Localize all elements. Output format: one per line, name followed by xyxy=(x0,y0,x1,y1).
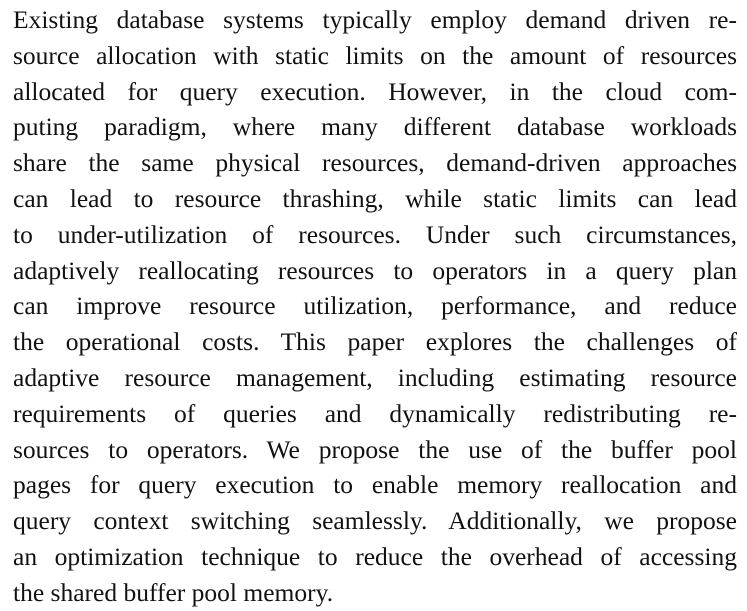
abstract-line: allocated for query execution. However, in the cloud com- xyxy=(13,76,737,106)
abstract-line: Existing database systems typically employ demand driven re- xyxy=(13,5,737,34)
abstract-line: puting paradigm, where many different database workloads xyxy=(13,112,737,142)
abstract-line: sources to operators. We propose the use of the buffer pool xyxy=(13,434,737,464)
abstract-line: the operational costs. This paper explores the challenges of xyxy=(13,327,737,357)
abstract-line: query context switching seamlessly. Additionally, we propose xyxy=(13,506,737,536)
abstract-line: pages for query execution to enable memory reallocation and xyxy=(13,470,737,500)
abstract-line: can lead to resource thrashing, while static limits can lead xyxy=(13,183,737,213)
abstract-line: source allocation with static limits on the amount of resources xyxy=(13,40,737,70)
abstract-line: to under-utilization of resources. Under such circumstances, xyxy=(13,219,737,249)
abstract-line: adaptive resource management, including estimating resource xyxy=(13,362,737,392)
abstract-line: an optimization technique to reduce the overhead of accessing xyxy=(13,541,737,571)
abstract-line: the shared buffer pool memory. xyxy=(13,577,334,607)
abstract-line: can improve resource utilization, performance, and reduce xyxy=(13,291,737,321)
abstract-line: requirements of queries and dynamically redistributing re- xyxy=(13,398,737,428)
abstract-line: adaptively reallocating resources to operators in a query plan xyxy=(13,255,737,285)
abstract-line: share the same physical resources, demand-driven approaches xyxy=(13,148,737,178)
abstract-paragraph xyxy=(13,2,737,611)
